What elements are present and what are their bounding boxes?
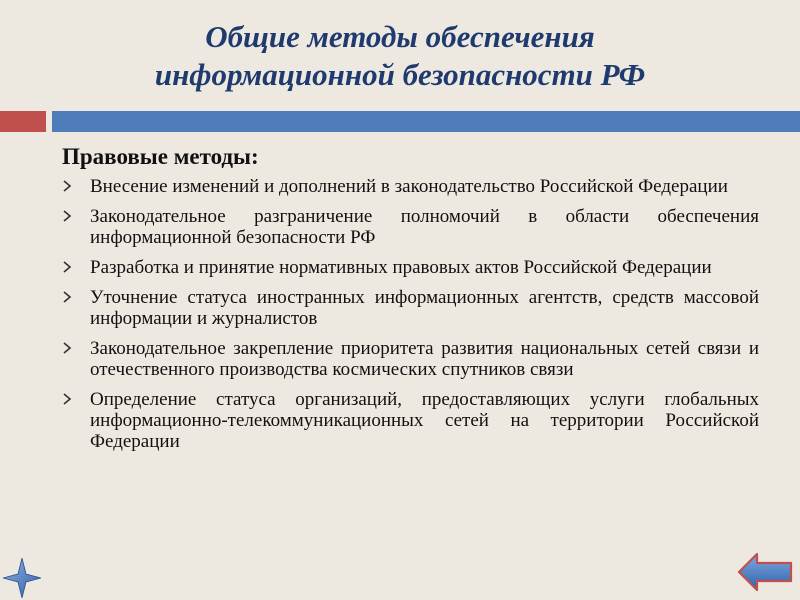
bullet-list: [62, 176, 759, 452]
chevron-right-icon: [62, 261, 72, 273]
list-item: [62, 338, 759, 380]
four-point-star-icon: [3, 558, 41, 598]
section-heading: Правовые методы:: [62, 144, 259, 169]
list-item-text: Внесение изменений и дополнений в законодательство Российской Федерации: [90, 176, 728, 197]
slide-title-line-2: информационной безопасности РФ: [154, 57, 646, 92]
accent-bar-blue: [52, 111, 800, 132]
chevron-right-icon: [62, 342, 72, 354]
list-item: [62, 257, 759, 278]
chevron-right-icon: [62, 180, 72, 192]
list-item-text: Определение статуса организаций, предоставляющих услуги глобальных информационно-телекоммуникационных сетей на территории Российской Федерации: [90, 389, 759, 452]
list-item-text: Уточнение статуса иностранных информационных агентств, средств массовой информации и журналистов: [90, 287, 759, 329]
list-item-text: Разработка и принятие нормативных правовых актов Российской Федерации: [90, 257, 712, 278]
slide-content: [62, 142, 759, 461]
chevron-right-icon: [62, 393, 72, 405]
list-item: [62, 287, 759, 329]
list-item: [62, 206, 759, 248]
list-item-text: Законодательное закрепление приоритета развития национальных сетей связи и отечественного производства космических спутников связи: [90, 338, 759, 380]
slide-title: [0, 18, 800, 94]
back-arrow-button[interactable]: [737, 551, 793, 593]
chevron-right-icon: [62, 291, 72, 303]
list-item-text: Законодательное разграничение полномочий в области обеспечения информационной безопасности РФ: [90, 206, 759, 248]
list-item: [62, 176, 759, 197]
list-item: [62, 389, 759, 452]
chevron-right-icon: [62, 210, 72, 222]
slide-title-line-1: Общие методы обеспечения: [205, 19, 595, 54]
accent-bar-red: [0, 111, 46, 132]
